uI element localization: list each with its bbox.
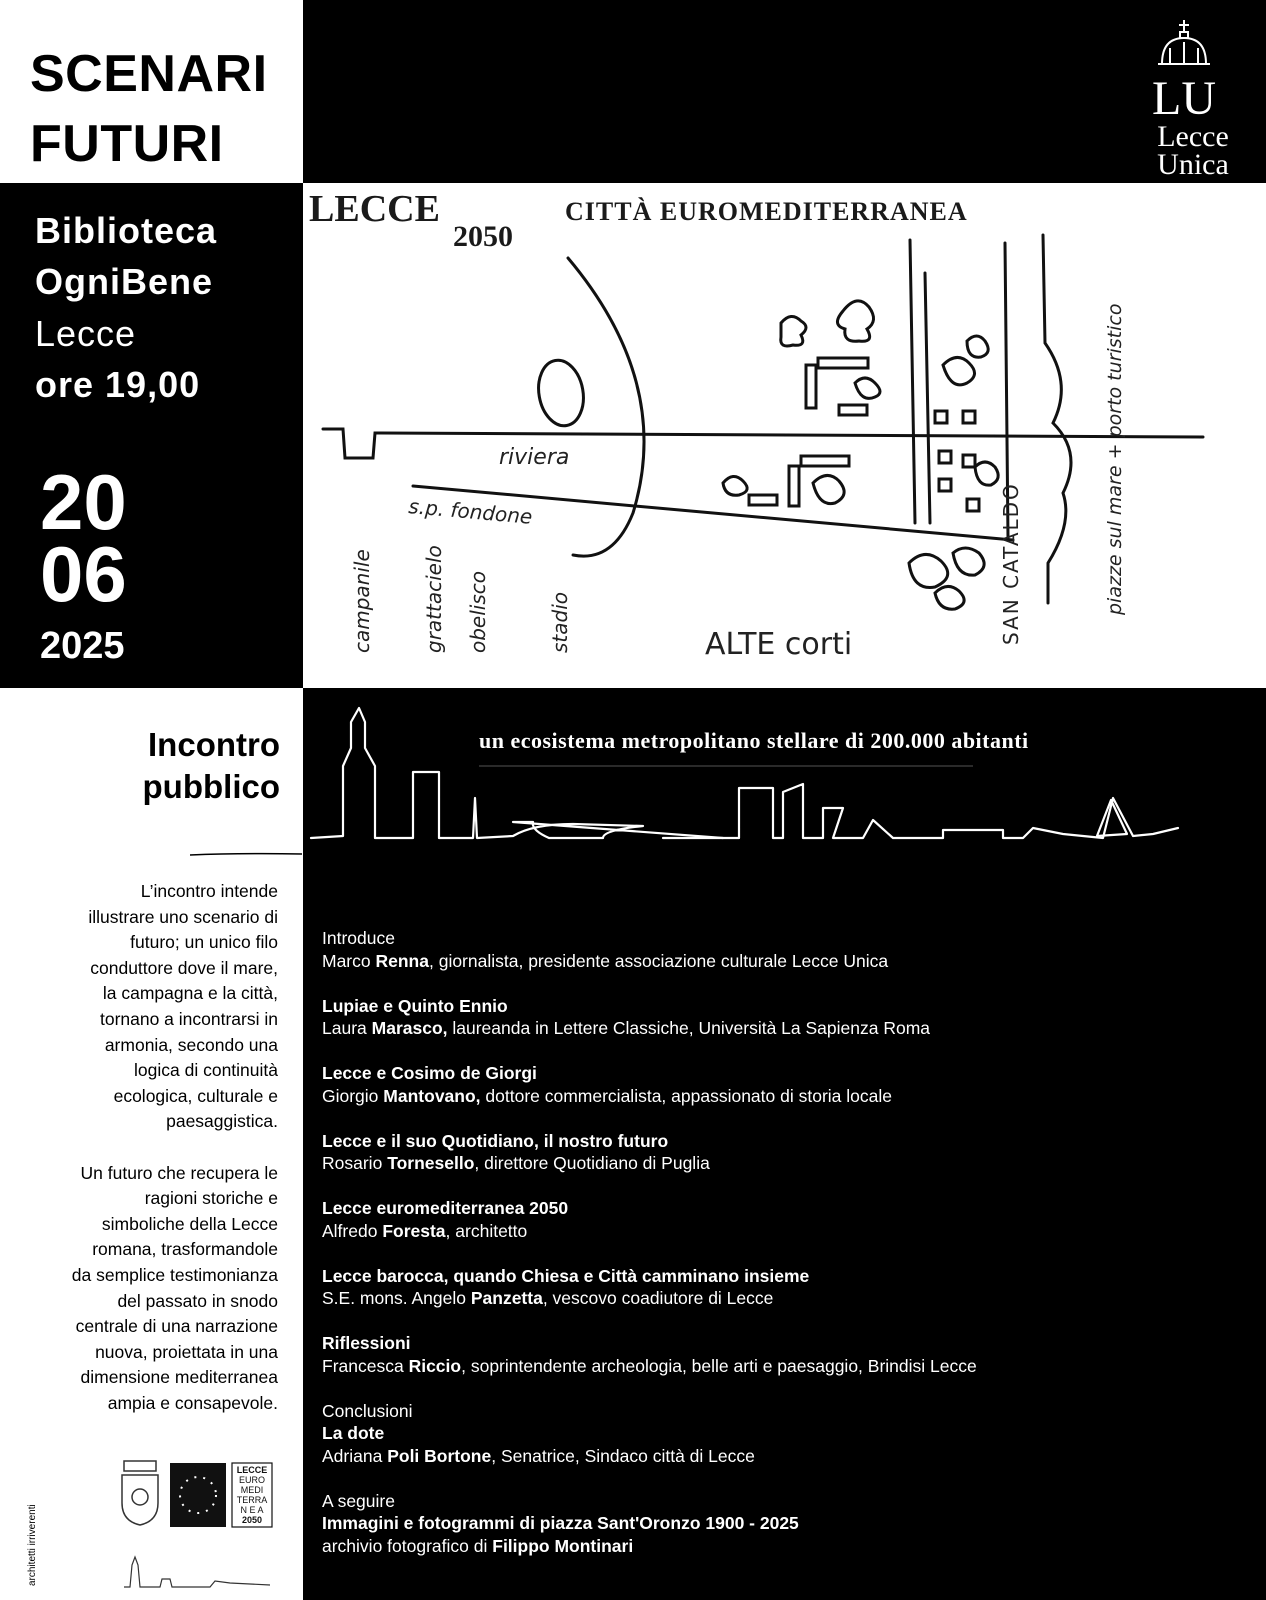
intro-line: da semplice testimonianza bbox=[71, 1264, 278, 1285]
label-riviera: riviera bbox=[499, 445, 570, 470]
building-block bbox=[818, 358, 868, 368]
programme-item bbox=[322, 1062, 1252, 1107]
stadium-ellipse bbox=[534, 357, 589, 430]
mini-skyline bbox=[124, 1557, 270, 1587]
speaker-role: , soprintendente archeologia, belle arti e paesaggio, Brindisi Lecce bbox=[461, 1355, 977, 1376]
speaker-role: laureanda in Lettere Classiche, Università La Sapienza Roma bbox=[447, 1018, 931, 1038]
programme-speaker bbox=[322, 1085, 1252, 1108]
programme-speaker bbox=[322, 1152, 1252, 1175]
map-title-year: 2050 bbox=[453, 220, 513, 253]
eu-flag-icon bbox=[170, 1463, 226, 1527]
building-block bbox=[963, 411, 975, 423]
intro-line: logica di continuità bbox=[134, 1060, 278, 1081]
svg-text:N E A: N E A bbox=[240, 1505, 264, 1515]
map-title-lecce: LECCE bbox=[309, 188, 440, 230]
building-block bbox=[939, 451, 951, 463]
map-sketch bbox=[303, 183, 1266, 688]
venue-name-line-2: OgniBene bbox=[35, 261, 214, 302]
event-day: 20 bbox=[40, 458, 127, 546]
dome-icon bbox=[1138, 18, 1248, 122]
speaker-first-name: Giorgio bbox=[322, 1085, 379, 1106]
venue-city: Lecce bbox=[35, 313, 137, 354]
speaker-surname: Tornesello bbox=[387, 1153, 475, 1173]
intro-line: armonia, secondo una bbox=[104, 1034, 278, 1055]
partner-logos bbox=[120, 1455, 280, 1595]
intro-line: tornano a incontrarsi in bbox=[99, 1008, 278, 1029]
intro-line: ecologica, culturale e bbox=[113, 1085, 278, 1106]
speaker-first-name: Laura bbox=[322, 1018, 367, 1038]
speaker-role: , vescovo coadiutore di Lecce bbox=[542, 1288, 774, 1308]
tree-cluster bbox=[967, 336, 988, 357]
programme-title: Lupiae e Quinto Ennio bbox=[322, 995, 508, 1016]
logos-drawing bbox=[120, 1455, 280, 1595]
programme-title: Lecce euromediterranea 2050 bbox=[322, 1198, 569, 1218]
svg-text:2050: 2050 bbox=[241, 1515, 263, 1525]
programme-list bbox=[322, 927, 1252, 1580]
speaker-first-name: S.E. mons. Angelo bbox=[322, 1288, 466, 1308]
programme-item bbox=[322, 1130, 1252, 1175]
programme-item bbox=[322, 1332, 1252, 1377]
speaker-first-name: Rosario bbox=[322, 1153, 383, 1173]
tree-cluster bbox=[837, 301, 873, 341]
intro-line: paesaggistica. bbox=[166, 1111, 278, 1132]
building-block bbox=[939, 479, 951, 491]
title-line-2: FUTURI bbox=[30, 115, 224, 173]
vertical-road-1 bbox=[910, 240, 915, 523]
speaker-surname: Mantovano, bbox=[383, 1085, 481, 1106]
heading-line-2: pubblico bbox=[142, 768, 280, 805]
building-block bbox=[839, 405, 867, 415]
tree-cluster bbox=[781, 316, 806, 346]
programme-title: Lecce e Cosimo de Giorgi bbox=[322, 1063, 537, 1083]
tree-cluster bbox=[935, 586, 964, 609]
programme-title: Lecce e il suo Quotidiano, il nostro futuro bbox=[322, 1130, 669, 1151]
building-block bbox=[789, 466, 799, 506]
speaker-role: , giornalista, presidente associazione culturale Lecce Unica bbox=[428, 950, 889, 971]
svg-text:TERRA: TERRA bbox=[236, 1495, 268, 1505]
programme-pre: A seguire bbox=[322, 1490, 395, 1511]
speaker-first-name: archivio fotografico di bbox=[322, 1535, 488, 1556]
label-obelisco: obelisco bbox=[466, 570, 490, 653]
speaker-role: , Senatrice, Sindaco città di Lecce bbox=[491, 1445, 755, 1466]
skyline-caption: un ecosistema metropolitano stellare di 200.000 abitanti bbox=[479, 728, 1029, 753]
event-time: ore 19,00 bbox=[35, 364, 201, 405]
tree-cluster bbox=[813, 475, 844, 503]
intro-line: centrale di una narrazione bbox=[75, 1316, 278, 1337]
label-san-cataldo: SAN CATALDO bbox=[999, 482, 1023, 645]
label-grattacielo: grattacielo bbox=[422, 545, 446, 653]
speaker-role: , architetto bbox=[445, 1220, 528, 1241]
speaker-first-name: Francesca bbox=[322, 1355, 404, 1376]
vertical-road-2 bbox=[925, 273, 930, 523]
svg-text:EURO: EURO bbox=[238, 1475, 266, 1485]
building-block bbox=[935, 411, 947, 423]
credit-vertical bbox=[27, 1468, 45, 1586]
programme-title: Immagini e fotogrammi di piazza Sant'Oronzo 1900 - 2025 bbox=[322, 1513, 799, 1533]
logo-name-line-2: Unica bbox=[1157, 148, 1229, 181]
tree-cluster bbox=[943, 357, 975, 384]
intro-line: futuro; un unico filo bbox=[130, 932, 278, 953]
title-line-1: SCENARI bbox=[30, 45, 268, 103]
building-block bbox=[963, 455, 975, 467]
public-meeting-heading bbox=[40, 724, 280, 808]
intro-text bbox=[30, 879, 278, 1442]
programme-item bbox=[322, 927, 1252, 972]
logo-name-line-1: Lecce bbox=[1157, 120, 1229, 153]
skyline-drawing bbox=[303, 688, 1266, 888]
tree-cluster bbox=[975, 462, 998, 485]
map-drawing bbox=[303, 183, 1266, 688]
event-year: 2025 bbox=[40, 625, 125, 667]
map-title-city: CITTÀ EUROMEDITERRANEA bbox=[565, 197, 968, 226]
intro-line: L’incontro intende bbox=[140, 881, 278, 901]
credit-text: architetti irriverenti bbox=[27, 1504, 38, 1586]
programme-item bbox=[322, 995, 1252, 1040]
programme-pre: Conclusioni bbox=[322, 1400, 413, 1421]
intro-line: ampia e consapevole. bbox=[107, 1392, 278, 1413]
programme-speaker bbox=[322, 1287, 1252, 1310]
speaker-first-name: Adriana bbox=[322, 1445, 383, 1466]
programme-speaker bbox=[322, 1220, 1252, 1243]
speaker-surname: Foresta bbox=[382, 1220, 446, 1241]
intro-line: conduttore dove il mare, bbox=[90, 957, 278, 978]
programme-item bbox=[322, 1197, 1252, 1242]
programme-title: Riflessioni bbox=[322, 1333, 411, 1353]
intro-line: illustrare uno scenario di bbox=[88, 906, 278, 927]
top-band bbox=[303, 0, 1266, 183]
speaker-surname: Renna bbox=[375, 950, 429, 971]
speaker-first-name: Marco bbox=[322, 950, 371, 971]
speaker-surname: Riccio bbox=[408, 1355, 462, 1376]
intro-line: la campagna e la città, bbox=[102, 983, 278, 1004]
logo-monogram: LU bbox=[1152, 72, 1216, 122]
speaker-surname: Panzetta bbox=[470, 1288, 543, 1308]
programme-item bbox=[322, 1265, 1252, 1310]
building-block bbox=[749, 495, 777, 505]
event-month: 06 bbox=[40, 530, 127, 618]
lecce-unica-logo bbox=[1138, 18, 1248, 181]
programme-title: Introduce bbox=[322, 928, 395, 948]
programme-speaker bbox=[322, 1355, 1252, 1378]
intro-paragraph-2 bbox=[30, 1161, 278, 1417]
programme-speaker bbox=[322, 1445, 1252, 1468]
label-piazze: piazze sul mare + porto turistico bbox=[1104, 303, 1126, 615]
title-box bbox=[0, 0, 303, 183]
speaker-role: , direttore Quotidiano di Puglia bbox=[474, 1153, 710, 1173]
venue-name-line-1: Biblioteca bbox=[35, 210, 218, 251]
building-block bbox=[806, 365, 816, 408]
city-crest-icon bbox=[122, 1461, 158, 1525]
programme-speaker bbox=[322, 1017, 1252, 1040]
intro-line: del passato in snodo bbox=[117, 1290, 278, 1311]
lecce-euromediterranea-logo bbox=[232, 1463, 272, 1527]
programme-title: La dote bbox=[322, 1423, 385, 1443]
svg-text:MEDI: MEDI bbox=[240, 1485, 264, 1495]
label-alte-corti: ALTE corti bbox=[705, 627, 853, 662]
programme-speaker bbox=[322, 1535, 1252, 1558]
intro-paragraph-1 bbox=[30, 879, 278, 1135]
intro-line: dimensione mediterranea bbox=[80, 1367, 278, 1388]
building-block bbox=[801, 456, 849, 466]
divider-line bbox=[190, 851, 302, 857]
speaker-surname: Marasco, bbox=[371, 1018, 448, 1038]
arc-line bbox=[568, 258, 644, 556]
label-sp-fondone: s.p. fondone bbox=[407, 494, 534, 529]
label-campanile: campanile bbox=[350, 549, 374, 653]
tree-cluster bbox=[909, 554, 948, 587]
speaker-surname: Poli Bortone bbox=[387, 1445, 492, 1466]
programme-speaker bbox=[322, 950, 1252, 973]
programme-title: Lecce barocca, quando Chiesa e Città camminano insieme bbox=[322, 1265, 810, 1286]
intro-line: ragioni storiche e bbox=[144, 1188, 278, 1209]
programme-item bbox=[322, 1490, 1252, 1558]
speaker-surname: Filippo Montinari bbox=[492, 1535, 634, 1556]
event-info-panel bbox=[0, 183, 303, 688]
speaker-first-name: Alfredo bbox=[322, 1220, 378, 1241]
tree-cluster bbox=[953, 548, 984, 575]
svg-text:LECCE: LECCE bbox=[236, 1465, 268, 1475]
intro-line: simboliche della Lecce bbox=[101, 1213, 278, 1234]
heading-line-1: Incontro bbox=[148, 726, 280, 763]
programme-item bbox=[322, 1400, 1252, 1468]
tree-cluster bbox=[723, 476, 747, 495]
speaker-role: dottore commercialista, appassionato di storia locale bbox=[480, 1085, 892, 1106]
coastline bbox=[1043, 235, 1071, 603]
building-block bbox=[967, 499, 979, 511]
intro-line: Un futuro che recupera le bbox=[80, 1162, 278, 1183]
intro-line: nuova, proiettata in una bbox=[95, 1341, 278, 1362]
tree-cluster bbox=[855, 378, 880, 398]
label-stadio: stadio bbox=[548, 591, 572, 653]
intro-line: romana, trasformandole bbox=[92, 1239, 278, 1260]
